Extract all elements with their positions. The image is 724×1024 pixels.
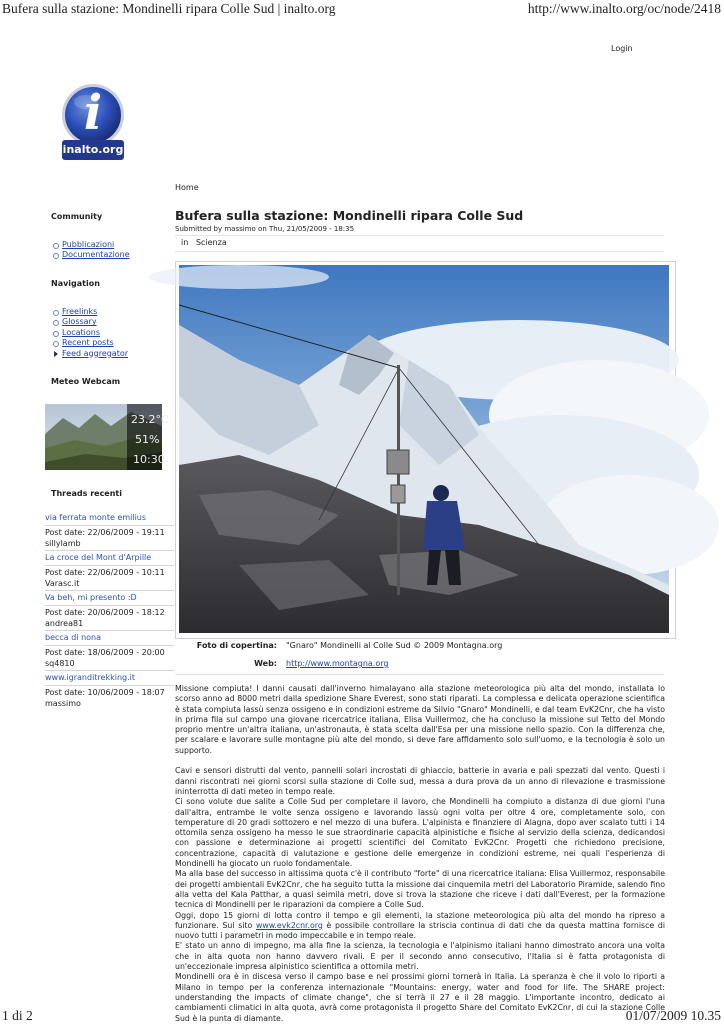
cover-photo-graphic (179, 265, 669, 633)
navigation-menu (52, 307, 128, 359)
divider (175, 674, 664, 675)
webcam-block-title: Meteo Webcam (51, 377, 121, 386)
thread-item (45, 631, 174, 671)
menu-link[interactable]: Pubblicazioni (62, 240, 115, 249)
menu-link[interactable]: Recent posts (62, 338, 114, 348)
breadcrumb-home-link[interactable]: Home (175, 183, 199, 192)
print-header-title: Bufera sulla stazione: Mondinelli ripara Colle Sud | inalto.org (2, 1, 336, 16)
menu-item-documentazione (52, 250, 130, 260)
thread-title[interactable]: becca di nona (45, 633, 102, 642)
paragraph-text: Oggi, dopo 15 giorni di lotta contro il tempo e gli elementi, la stazione meteorologica più alta del mondo ha ripreso a funzionare. Sul sito (175, 910, 665, 930)
cover-caption-value: "Gnaro" Mondinelli al Colle Sud © 2009 Montagna.org (286, 641, 503, 650)
threads-list (45, 511, 174, 710)
thread-item (45, 511, 174, 551)
community-block-title: Community (51, 212, 103, 221)
thread-date: Post date: 18/06/2009 - 20:00 (45, 648, 165, 657)
logo-glyph: i (83, 85, 103, 141)
thread-title[interactable]: www.igranditrekking.it (45, 673, 136, 682)
menu-item-freelinks (52, 307, 128, 317)
paragraph-text: è possibile controllare la striscia continua di dati che da questa mattina fornisce di nuovo tutti i parametri in modo impeccabile e in tempo reale. (175, 920, 665, 941)
thread-item (45, 551, 174, 591)
article-paragraph: Missione compiuta! I danni causati dall'inverno himalayano alla stazione meteorologica più alta del mondo, installata lo scorso anno ad 8000 metri dalla spedizione Share Everest, sono stati riparati. La complessa e delicata operazione scientifica è stata compiuta lassù senza ossigeno e in condizioni estreme da Silvio "Gnaro" Mondinelli, e dal team EvK2Cnr, che ha visto in prima fila sul campo una giovane ricercatrice italiana, Elisa Vuillermoz, che ha concluso la missione sul Tetto del Mondo proprio mentre un'altra italiana, un'astronauta, è stata scelta dall'Esa per una missione nello spazio. Con la differenza che, per scalare e lavorare sulle montagne più alte del mondo, si deve fare affidamento solo sull'uomo, e la tecnologia è solo un supporto. (175, 684, 665, 755)
print-footer-page-number: 1 di 2 (2, 1008, 33, 1023)
article-paragraph: Mondinelli ora è in discesa verso il campo base e nei prossimi giorni tornerà in Italia. La speranza è che il volo lo riporti a Milano in tempo per la conferenza internazionale "Mountains: energy, water and food for life. The SHARE project: understanding the impacts of climate change", che si terrà il 27 e il 28 maggio. L'importante incontro, dedicato ai cambiamenti climatici in alta quota, avrà come protagonista il progetto Share del Comitato EvK2Cnr, di cui la stazione Colle Sud è la punta di diamante. (175, 972, 665, 1023)
article-paragraph: Ma alla base del successo in altissima quota c'è il contributo "forte" di una ricercatrice italiana: Elisa Vuillermoz, responsabile dei progetti ambientali EvK2Cnr, che ha seguito tutta la missione dai cinquemila metri del Laboratorio Piramide, salendo fino alla vetta del Kala Patthar, a quasi seimila metri, dove si trova la stazione che riceve i dati dall'Everest, per la formazione tecnica di Mondinelli per le riparazioni da compiere a Colle Sud. (175, 869, 665, 910)
community-menu (52, 240, 130, 261)
thread-author: Varasc.it (45, 578, 80, 588)
article-body (175, 684, 665, 1024)
article-submitted: Submitted by massimo on Thu, 21/05/2009 - 18:35 (175, 225, 355, 233)
cover-photo (179, 265, 669, 633)
menu-link[interactable]: Glossary (62, 317, 97, 327)
thread-date: Post date: 10/06/2009 - 18:07 (45, 688, 165, 697)
thread-title[interactable]: Va beh, mi presento :D (45, 593, 137, 602)
threads-block-title: Threads recenti (51, 489, 122, 498)
article-paragraph: Cavi e sensori distrutti dal vento, pannelli solari incrostati di ghiaccio, batterie in avaria e pali spezzati dal vento. Questi i danni riscontrati nei giorni scorsi sulla stazione di Colle sud, messa a dura prova da un anno di rilevazione e trasmissione ininterrotta di dati meteo in tempo reale. (175, 766, 665, 796)
thread-meta (45, 605, 174, 630)
print-footer-date: 01/07/2009 10.35 (625, 1008, 721, 1023)
thread-date: Post date: 22/06/2009 - 10:11 (45, 568, 165, 577)
menu-item-recent-posts (52, 338, 128, 348)
terms-prefix: in (181, 238, 189, 247)
thread-author: sq4810 (45, 658, 75, 668)
thread-author: massimo (45, 698, 81, 708)
menu-item-locations (52, 328, 128, 338)
menu-link[interactable]: Locations (62, 327, 101, 337)
menu-link[interactable]: Documentazione (62, 250, 130, 260)
menu-item-glossary (52, 317, 128, 327)
thread-title[interactable]: via ferrata monte emilius (45, 513, 147, 522)
article-paragraph (175, 911, 665, 942)
breadcrumb (175, 183, 199, 192)
thread-item (45, 671, 174, 710)
thread-author: sillylamb (45, 538, 81, 548)
login-link[interactable]: Login (611, 44, 633, 53)
divider (175, 251, 664, 252)
article-title: Bufera sulla stazione: Mondinelli ripara Colle Sud (175, 208, 524, 223)
thread-date: Post date: 20/06/2009 - 18:12 (45, 608, 165, 617)
article-terms (181, 238, 227, 247)
web-link[interactable]: http://www.montagna.org (286, 659, 389, 668)
thread-meta (45, 565, 174, 590)
webcam-temperature: 23.2°C (131, 413, 169, 426)
webcam-image[interactable] (45, 404, 169, 470)
logo-text: inalto.org (62, 143, 124, 156)
navigation-block-title: Navigation (51, 279, 100, 288)
thread-meta (45, 685, 174, 710)
menu-item-pubblicazioni (52, 240, 130, 250)
webcam-humidity: 51% (135, 433, 160, 446)
article-paragraph: E' stato un anno di impegno, ma alla fine la scienza, la tecnologia e l'alpinismo italiani hanno dimostrato ancora una volta che in alta quota non hanno davvero rivali. E per il secondo anno consecutivo, l'Italia si è fatta protagonista di un'eccezionale impresa alpinistico scientifica a ottomila metri. (175, 941, 665, 972)
thread-meta (45, 645, 174, 670)
site-logo[interactable] (60, 82, 126, 162)
term-link-scienza[interactable]: Scienza (195, 238, 227, 247)
thread-date: Post date: 22/06/2009 - 19:11 (45, 528, 165, 537)
evk2cnr-link[interactable]: www.evk2cnr.org (256, 920, 323, 930)
menu-item-feed-aggregator (52, 349, 128, 359)
print-header-url: http://www.inalto.org/oc/node/2418 (527, 1, 721, 16)
thread-meta (45, 525, 174, 550)
menu-link[interactable]: Feed aggregator (62, 348, 129, 358)
menu-link[interactable]: Freelinks (62, 307, 98, 316)
thread-item (45, 591, 174, 631)
thread-author: andrea81 (45, 618, 84, 628)
webcam-time: 10:30 (133, 453, 165, 466)
thread-title[interactable]: La croce del Mont d'Arpille (45, 553, 152, 562)
web-label: Web: (254, 659, 277, 668)
divider (175, 235, 664, 236)
article-paragraph: Ci sono volute due salite a Colle Sud per completare il lavoro, che Mondinelli ha compiuto a distanza di due giorni l'una dall'altra, entrambe le volte senza ossigeno e lavorando lassù ogni volta per oltre 4 ore, completamente solo, con temperature di 20 gradi sottozero e nel mezzo di una bufera. L'alpinista e finanziere di Alagna, dopo aver scalato tutti i 14 ottomila senza ossigeno ha messo le sue straordinarie capacità alpinistiche e fisiche al servizio della scienza, dedicandosi con passione e determinazione ai progetti scientifici del Comitato EvK2Cnr. Progetti che richiedono precisione, concentrazione, capacità di valutazione e gestione delle emergenze in condizioni estreme, nei quali l'esperienza di Mondinelli ha giocato un ruolo fondamentale. (175, 797, 665, 869)
cover-caption-label: Foto di copertina: (196, 641, 277, 650)
